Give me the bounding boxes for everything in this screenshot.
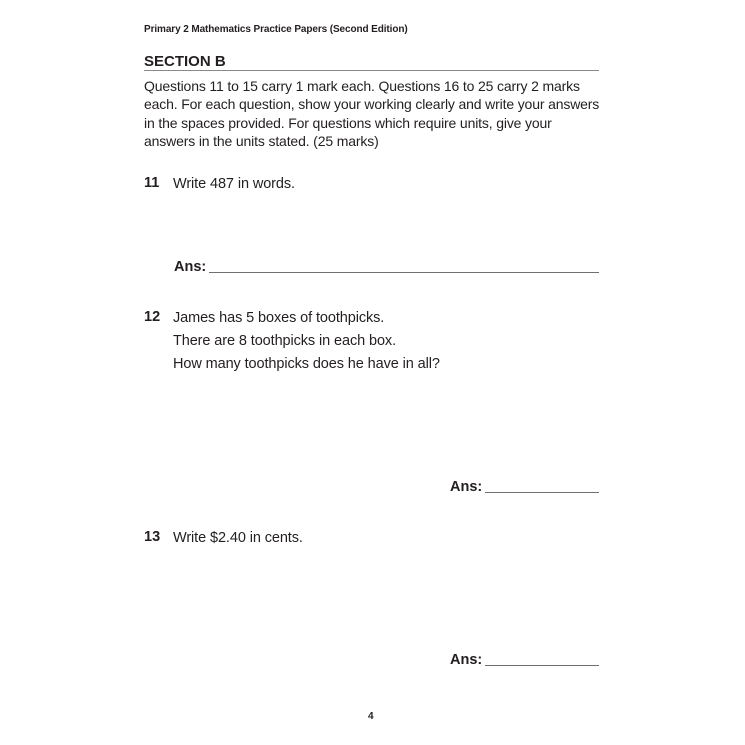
- question-text: Write 487 in words.: [173, 176, 295, 192]
- answer-label: Ans:: [450, 479, 483, 495]
- answer-line[interactable]: [485, 665, 599, 666]
- answer-label: Ans:: [174, 259, 207, 275]
- answer-line[interactable]: [209, 272, 599, 273]
- running-header: Primary 2 Mathematics Practice Papers (Second Edition): [144, 24, 408, 35]
- answer-13: [450, 651, 599, 671]
- page-number: 4: [368, 711, 374, 722]
- question-number: 11: [144, 175, 160, 191]
- section-instructions: Questions 11 to 15 carry 1 mark each. Questions 16 to 25 carry 2 marks each. For each question, show your working clearly and write your answers in the spaces provided. For questions which require units, give your answers in the units stated. (25 marks): [144, 78, 600, 149]
- question-number: 12: [144, 309, 161, 325]
- section-divider: [144, 70, 599, 71]
- question-text-line: There are 8 toothpicks in each box.: [173, 333, 396, 349]
- answer-line[interactable]: [485, 492, 599, 493]
- section-title: SECTION B: [144, 53, 226, 70]
- answer-label: Ans:: [450, 652, 483, 668]
- question-text: Write $2.40 in cents.: [173, 530, 303, 546]
- question-text-line: James has 5 boxes of toothpicks.: [173, 310, 385, 326]
- question-text-line: How many toothpicks does he have in all?: [173, 356, 440, 372]
- answer-11: [174, 258, 599, 278]
- question-number: 13: [144, 529, 161, 545]
- answer-12: [450, 478, 599, 498]
